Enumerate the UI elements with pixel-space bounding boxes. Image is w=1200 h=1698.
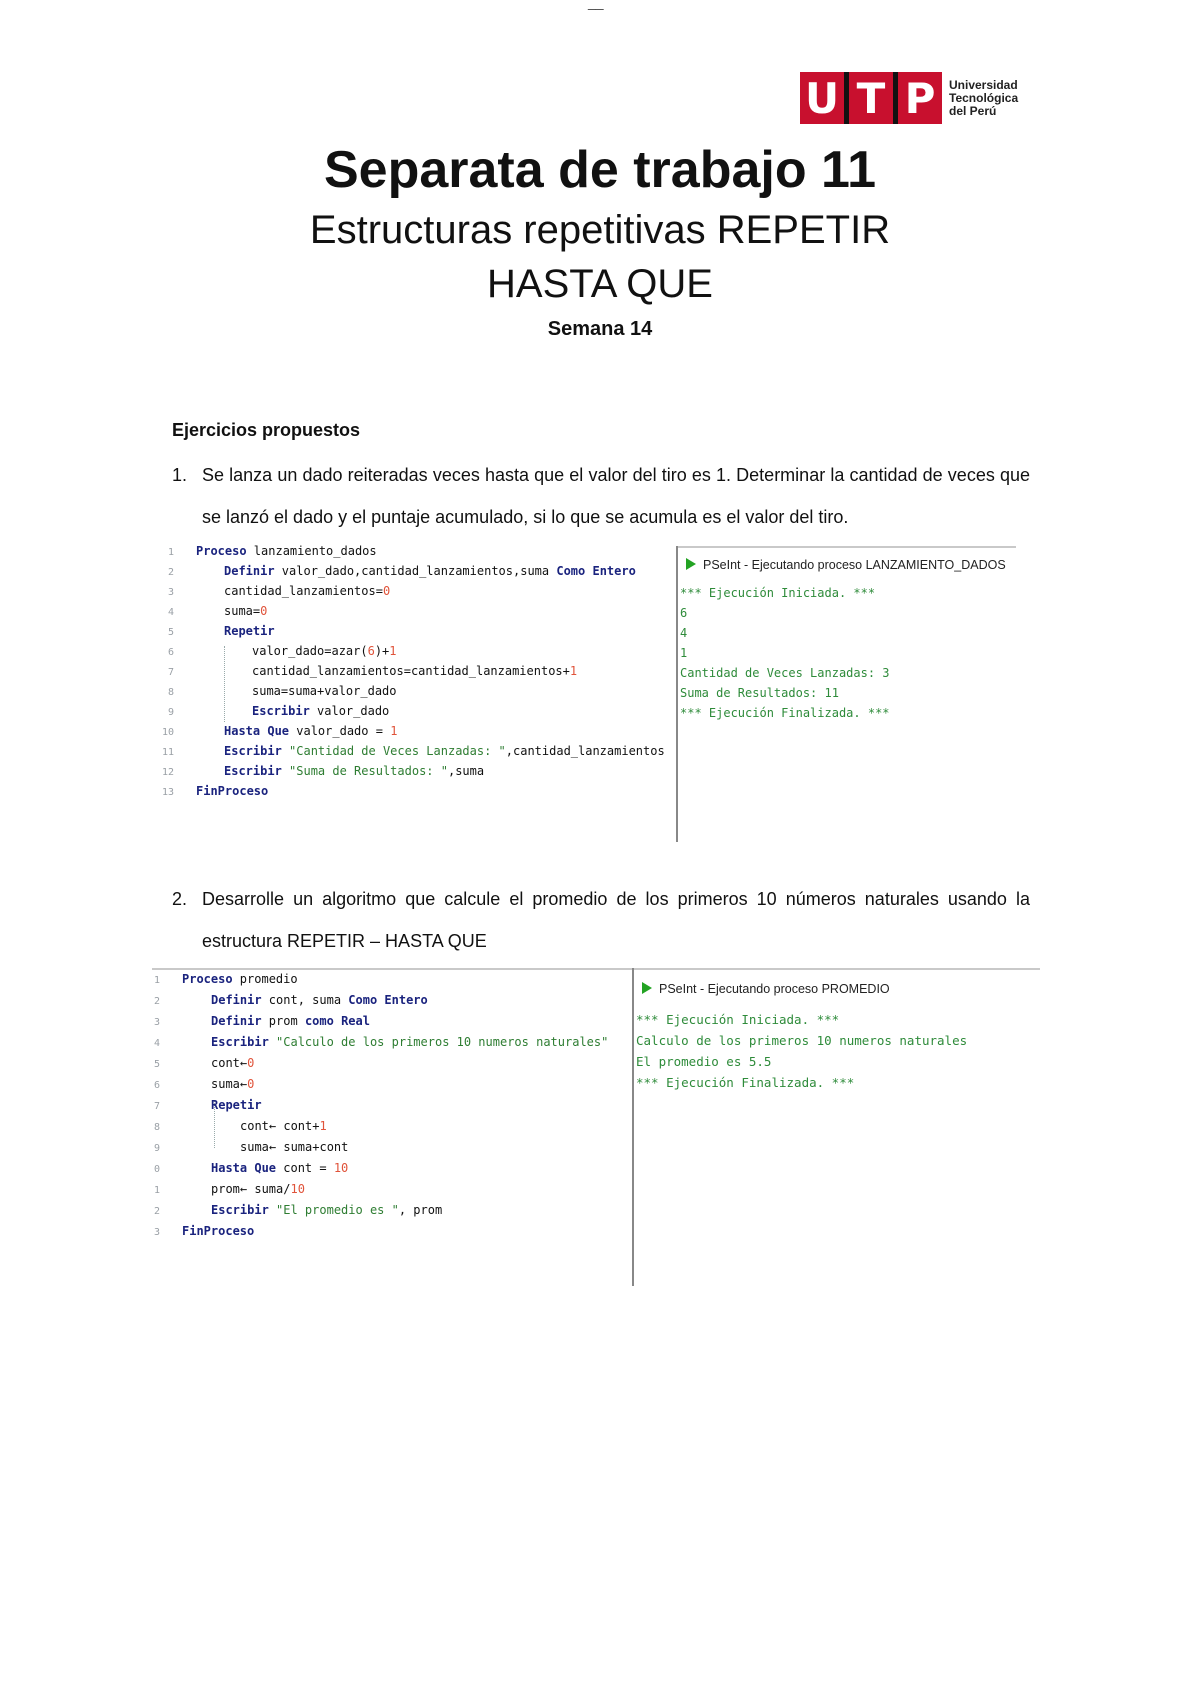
logo-line: del Perú [949,103,997,118]
console-line: *** Ejecución Iniciada. *** [636,1012,840,1027]
console-line: *** Ejecución Finalizada. *** [680,706,890,720]
logo-letter-t: T [856,73,886,123]
page-subtitle-line2: HASTA QUE [487,262,713,306]
exercise-text: Desarrolle un algoritmo que calcule el promedio de los primeros 10 números naturales usando la estructura REPETIR – HASTA QUE [202,889,1030,951]
utp-logo [800,72,1018,124]
console-line: *** Ejecución Iniciada. *** [680,586,876,600]
page-marker: __ [588,0,604,10]
play-icon [642,982,652,994]
console-line: 1 [680,646,688,660]
console-line: 6 [680,606,688,620]
exercise-1 [172,454,1030,538]
page-title: Separata de trabajo 11 [323,141,877,199]
code-editor-2: 1 Proceso promedio 2 Definir cont, suma Como Entero 3 Definir prom como Real 4 Escribir "Calculo de los primeros 10 numeros naturales" 5 cont←0 6 suma←0 7 Repetir 8 cont← cont+1 9 suma← suma+cont 0 Hasta Que cont = 10 1 prom← suma/10 2 Escribir "El promedio es ", prom 3 FinProceso [152,972,632,1272]
console-line: Calculo de los primeros 10 numeros naturales [636,1033,968,1048]
console-title-1: PSeInt - Ejecutando proceso LANZAMIENTO_DADOS [686,558,1006,572]
logo-line: Universidad [949,77,1018,92]
console-output-1 [676,546,1016,842]
page-subtitle-line1: Estructuras repetitivas REPETIR [309,208,891,252]
console-output-2 [632,968,1040,1286]
console-line: Suma de Resultados: 11 [680,686,839,700]
code-editor-1: 1 Proceso lanzamiento_dados 2 Definir valor_dado,cantidad_lanzamientos,suma Como Entero 3 cantidad_lanzamientos=0 4 suma=0 5 Repetir 6 valor_dado=azar(6)+1 7 cantidad_lanzamientos=cantidad_lanzamientos+1 8 suma=suma+valor_dado 9 Escribir valor_dado 10 Hasta Que valor_dado = 1 11 Escribir "Cantidad de Veces Lanzadas: ",cantidad_lanzamientos 12 Escribir "Suma de Resultados: ",suma 13 FinProceso [161,544,665,798]
exercise-number: 1. [172,465,188,485]
console-line: 4 [680,626,688,640]
console-title-2: PSeInt - Ejecutando proceso PROMEDIO [642,982,890,996]
play-icon [686,558,696,570]
exercise-number: 2. [172,889,188,909]
logo-wordmark [949,79,1018,118]
console-line: *** Ejecución Finalizada. *** [636,1075,855,1090]
exercise-text: Se lanza un dado reiteradas veces hasta que el valor del tiro es 1. Determinar la cantidad de veces que se lanzó el dado y el puntaje acumulado, si lo que se acumula es el valor del tiro. [202,465,1030,527]
section-heading: Ejercicios propuestos [172,420,361,440]
logo-letter-p: P [904,73,936,123]
logo-letter-u: U [804,73,840,123]
console-line: El promedio es 5.5 [636,1054,772,1069]
exercise-2 [172,878,1030,962]
logo-line: Tecnológica [949,90,1019,105]
utp-logo-mark [800,72,942,124]
console-line: Cantidad de Veces Lanzadas: 3 [680,666,890,680]
week-label: Semana 14 [547,318,653,340]
